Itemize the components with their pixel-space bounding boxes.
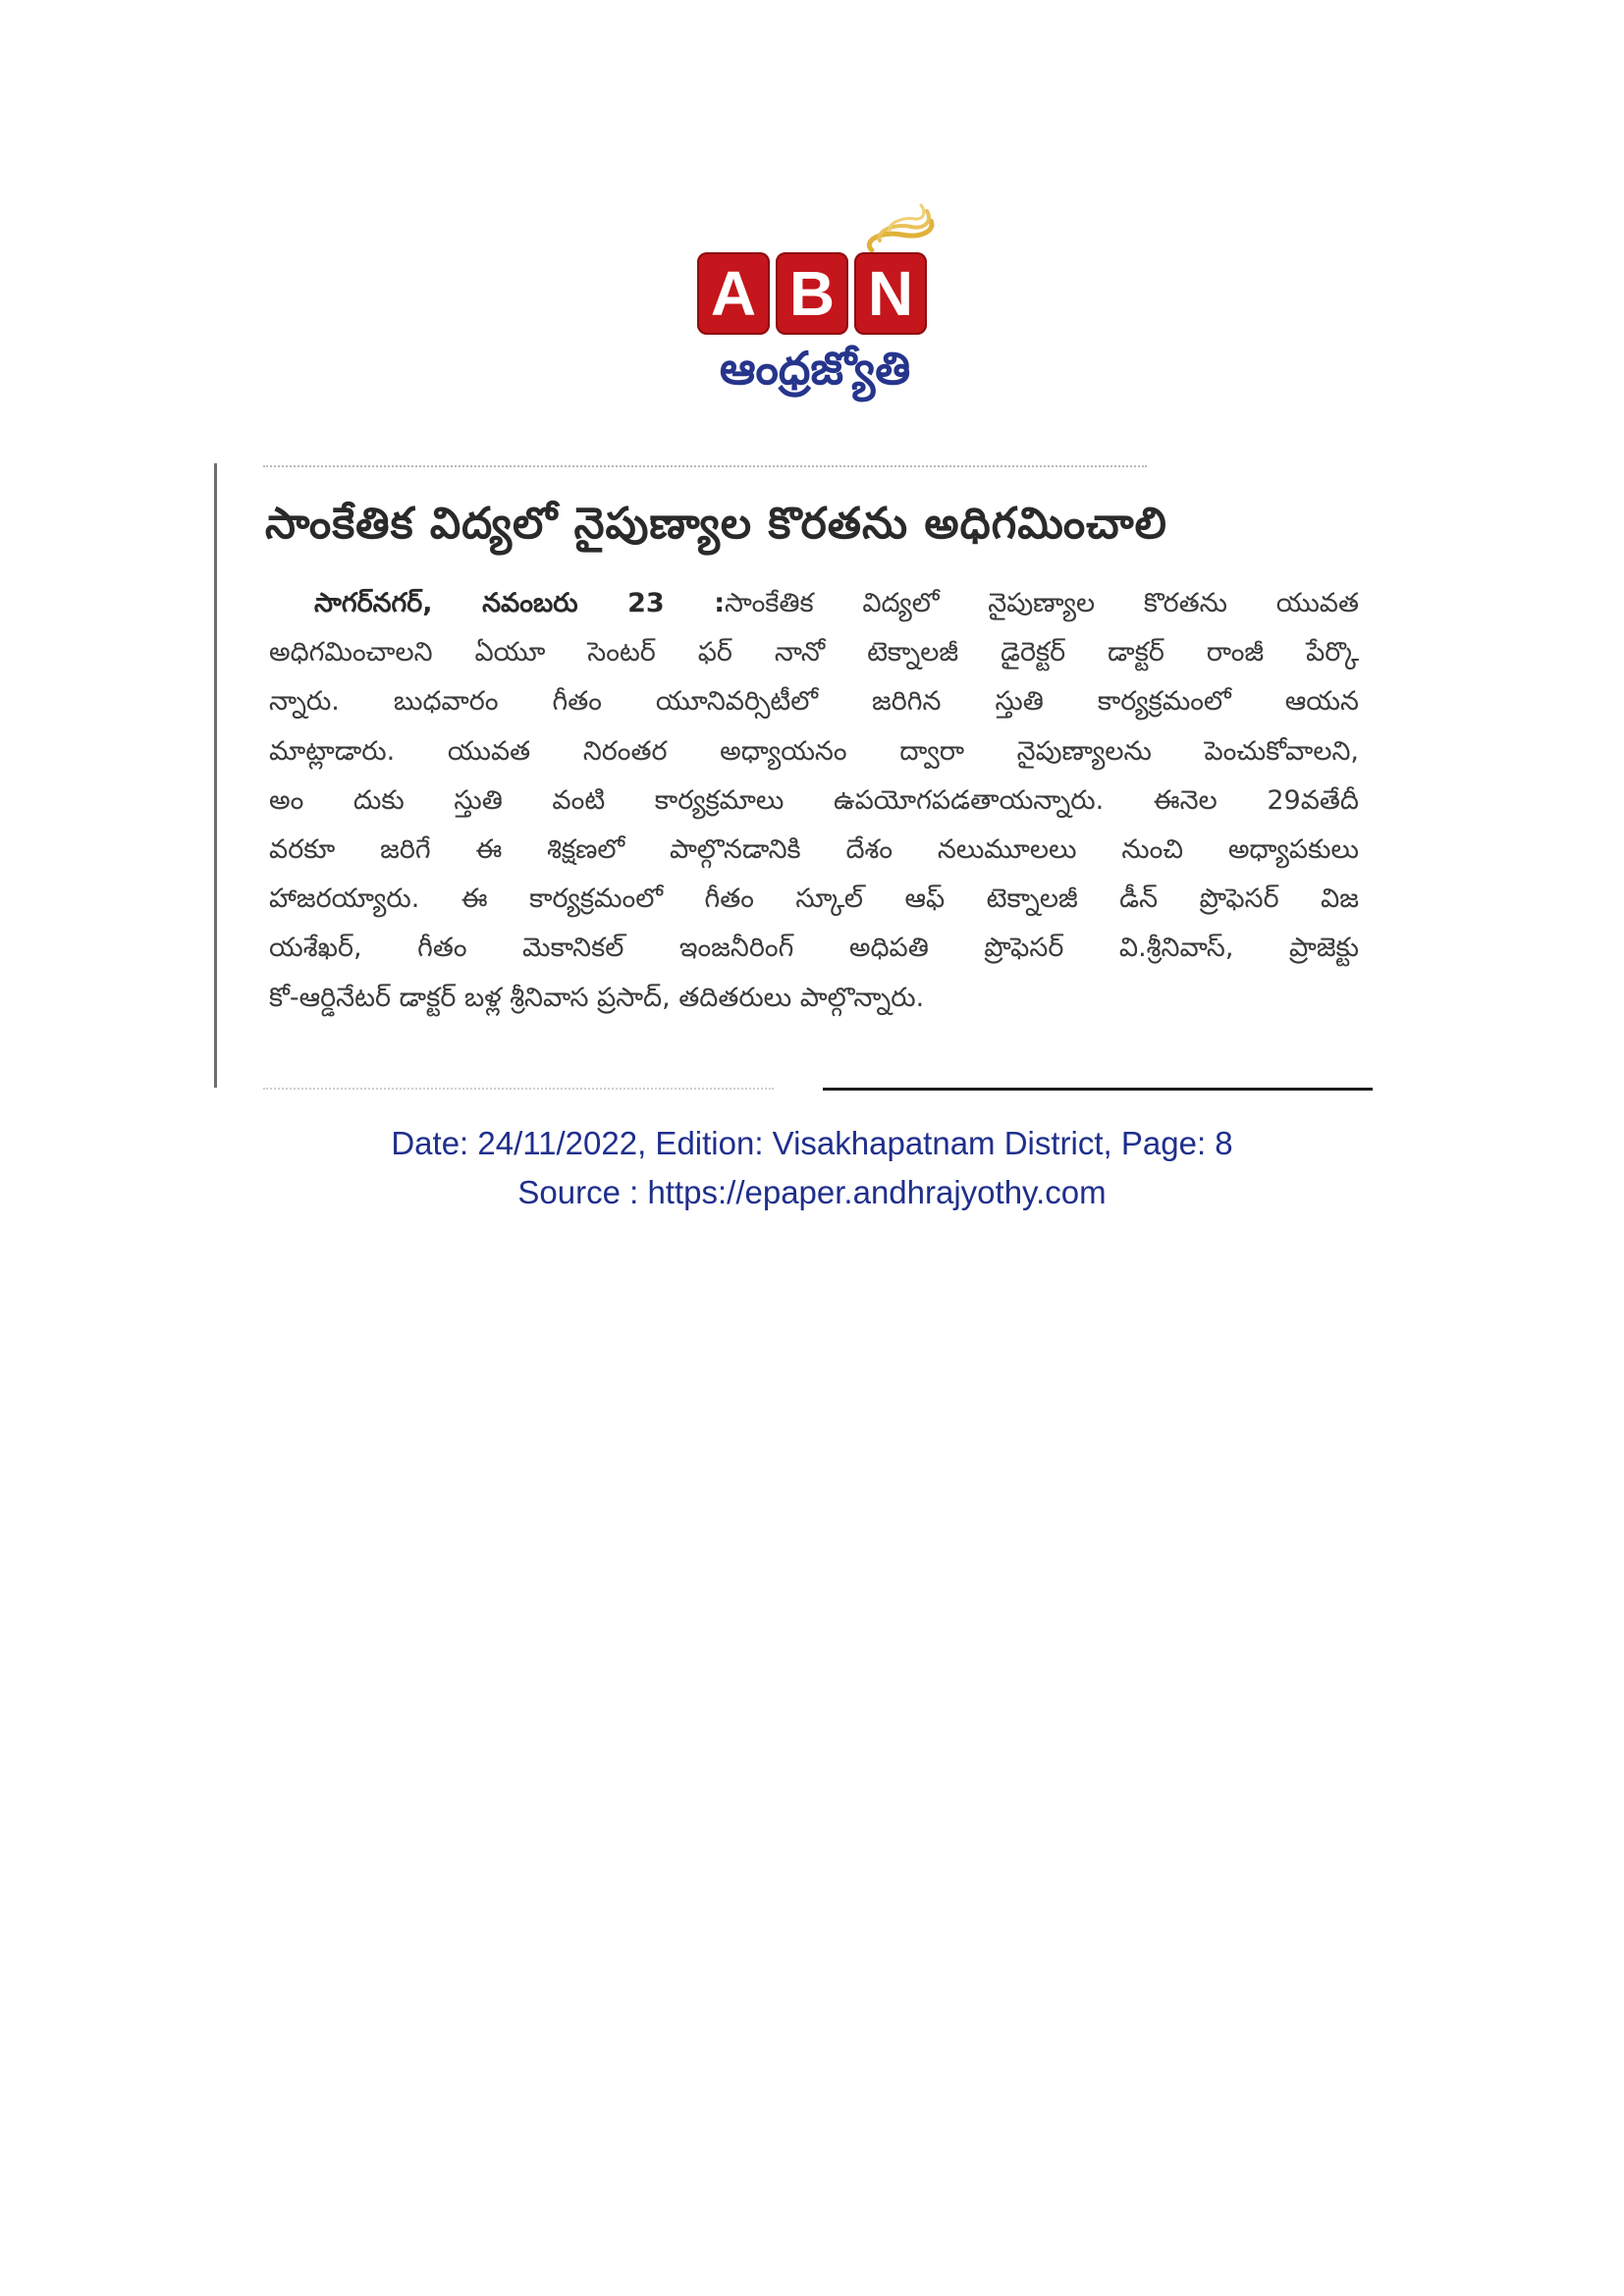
clipping-left-rule — [214, 463, 217, 1088]
clipping-bottom-rule — [823, 1088, 1373, 1091]
logo-letters — [697, 252, 927, 335]
abn-andhrajyothy-logo — [687, 201, 943, 407]
article-line-8: యశేఖర్, గీతం మెకానికల్ ఇంజనీరింగ్ అధిపతి ప్రొఫెసర్ వి.శ్రీనివాస్, ప్రాజెక్టు — [269, 933, 1359, 964]
article-line-4: మాట్లాడారు. యువత నిరంతర అధ్యాయనం ద్వారా నైపుణ్యాలను పెంచుకోవాలని, — [269, 735, 1359, 767]
logo-letter-b: B — [776, 252, 848, 335]
article-line-9: కో-ఆర్డినేటర్ డాక్టర్ బళ్ల శ్రీనివాస ప్రసాద్, తదితరులు పాల్గొన్నారు. — [269, 982, 925, 1013]
article-line-2: అధిగమించాలని ఏయూ సెంటర్ ఫర్ నానో టెక్నాలజీ డైరెక్టర్ డాక్టర్ రాంజీ పేర్కొ — [269, 637, 1359, 668]
article-headline: సాంకేతిక విద్యలో నైపుణ్యాల కొరతను అధిగమించాలి — [265, 499, 1167, 549]
caption-date-edition: Date: 24/11/2022, Edition: Visakhapatnam District, Page: 8 — [391, 1125, 1233, 1161]
article-line-1 — [269, 579, 1359, 628]
caption-source-url: Source : https://epaper.andhrajyothy.com — [517, 1174, 1107, 1210]
logo-letter-n: N — [854, 252, 927, 335]
article-line-3: న్నారు. బుధవారం గీతం యూనివర్సిటీలో జరిగిన స్తుతి కార్యక్రమంలో ఆయన — [269, 686, 1359, 718]
newspaper-clipping — [214, 463, 1371, 1092]
clipping-top-edge — [263, 465, 1147, 475]
article-line-6: వరకూ జరిగే ఈ శిక్షణలో పాల్గొనడానికి దేశం నలుమూలలు నుంచి అధ్యాపకులు — [269, 833, 1359, 865]
article-body — [269, 579, 1359, 1023]
logo-letter-a: A — [697, 252, 770, 335]
logo-script-text: ఆంధ్రజ్యోతి — [719, 342, 911, 395]
article-line-5: అం దుకు స్తుతి వంటి కార్యక్రమాలు ఉపయోగపడతాయన్నారు. ఈనెల 29వతేదీ — [269, 784, 1359, 816]
source-caption — [0, 1119, 1624, 1217]
article-line-7: హాజరయ్యారు. ఈ కార్యక్రమంలో గీతం స్కూల్ ఆఫ్ టెక్నాలజీ డీన్ ప్రొఫెసర్ విజ — [269, 883, 1359, 915]
clipping-bottom-edge — [263, 1082, 774, 1090]
article-dateline: సాగర్‌నగర్, నవంబరు 23 : — [314, 588, 726, 618]
article-line-text: సాంకేతిక విద్యలో నైపుణ్యాల కొరతను యువత — [725, 588, 1359, 618]
